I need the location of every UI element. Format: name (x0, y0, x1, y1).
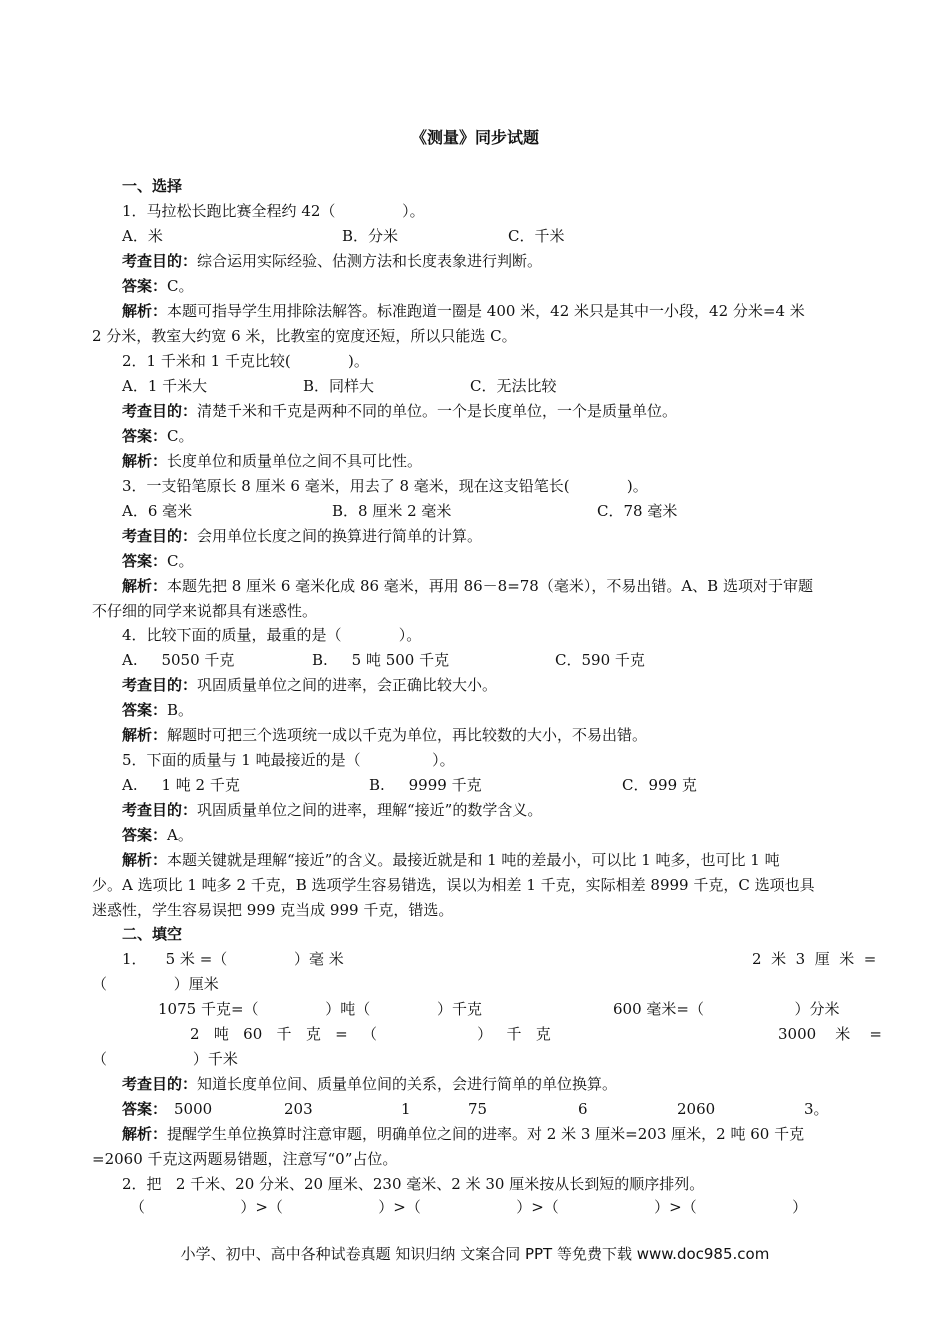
fill-1-purpose (122, 1072, 617, 1096)
purpose-label: 考查目的： (122, 1075, 198, 1093)
question-3-option-b: B．8 厘米 2 毫米 (332, 502, 452, 520)
question-3-option-a: A．6 毫米 (122, 502, 193, 520)
question-5-analysis (122, 848, 780, 872)
fill-1-row-4-right: 3000 米 = (778, 1025, 882, 1043)
analysis-label: 解析： (122, 452, 168, 470)
question-5-option-c: C．999 克 (622, 776, 697, 794)
fill-2-blanks: （ ）>（ ）>（ ）>（ ）>（ ） (130, 1198, 808, 1216)
question-5-analysis-cont: 少。A 选项比 1 吨多 2 千克，B 选项学生容易错选，误以为相差 1 千克，实际相差 8999 千克，C 选项也具 (92, 876, 815, 894)
question-2-purpose (122, 399, 677, 423)
fill-1-answer-value: 6 (578, 1100, 588, 1118)
question-3-answer (122, 549, 194, 573)
question-1-analysis-cont: 2 分米，教室大约宽 6 米，比教室的宽度还短，所以只能选 C。 (92, 327, 517, 345)
question-4-answer (122, 698, 193, 722)
purpose-label: 考查目的： (122, 402, 198, 420)
question-1-option-b: B．分米 (342, 227, 399, 245)
fill-1-row-2: （ ）厘米 (92, 975, 219, 993)
purpose-text: 综合运用实际经验、估测方法和长度表象进行判断。 (197, 252, 543, 270)
question-4-option-b: B. 5 吨 500 千克 (312, 651, 450, 669)
fill-1-row-3-right: 600 毫米=（ ）分米 (613, 1000, 840, 1018)
fill-1-row-4-left: 2 吨 60 千 克 = （ ） 千 克 (190, 1025, 551, 1043)
purpose-label: 考查目的： (122, 527, 198, 545)
fill-1-row-1-left: 1． 5 米 =（ ）毫 米 (122, 950, 344, 968)
question-4-option-a: A. 5050 千克 (122, 651, 235, 669)
question-3-option-c: C．78 毫米 (597, 502, 678, 520)
answer-label: 答案： (122, 701, 168, 719)
question-2-analysis (122, 449, 422, 473)
analysis-label: 解析： (122, 577, 168, 595)
question-5-answer (122, 823, 193, 847)
fill-1-answer-value: 3。 (804, 1100, 829, 1118)
analysis-text: 解题时可把三个选项统一成以千克为单位，再比较数的大小，不易出错。 (167, 726, 648, 744)
analysis-text: 长度单位和质量单位之间不具可比性。 (167, 452, 423, 470)
answer-label: 答案： (122, 1100, 168, 1118)
analysis-label: 解析： (122, 302, 168, 320)
purpose-text: 知道长度单位间、质量单位间的关系，会进行简单的单位换算。 (197, 1075, 618, 1093)
question-2-answer (122, 424, 194, 448)
fill-1-answer (122, 1097, 167, 1121)
purpose-label: 考查目的： (122, 676, 198, 694)
question-3-analysis (122, 574, 813, 598)
fill-1-answer-value: 2060 (677, 1100, 716, 1118)
section-heading-choice: 一、选择 (122, 177, 183, 195)
question-4-stem: 4．比较下面的质量，最重的是（ ）。 (122, 626, 422, 644)
fill-1-analysis-cont: =2060 千克这两题易错题，注意写“0”占位。 (92, 1150, 398, 1168)
fill-1-analysis (122, 1122, 804, 1146)
fill-1-row-1-right: 2 米 3 厘 米 = (752, 950, 877, 968)
question-4-purpose (122, 673, 497, 697)
answer-label: 答案： (122, 552, 168, 570)
fill-1-answer-value: 5000 (174, 1100, 213, 1118)
purpose-label: 考查目的： (122, 801, 198, 819)
page-title: 《测量》同步试题 (410, 128, 539, 147)
analysis-label: 解析： (122, 726, 168, 744)
page-footer: 小学、初中、高中各种试卷真题 知识归纳 文案合同 PPT 等免费下载 www.doc985.com (180, 1245, 770, 1263)
question-1-answer (122, 274, 194, 298)
fill-2-stem: 2．把 2 千米、20 分米、20 厘米、230 毫米、2 米 30 厘米按从长到短的顺序排列。 (122, 1175, 705, 1193)
question-2-option-c: C．无法比较 (470, 377, 557, 395)
question-3-purpose (122, 524, 482, 548)
question-1-stem: 1．马拉松长跑比赛全程约 42（ ）。 (122, 202, 425, 220)
question-1-purpose (122, 249, 542, 273)
question-5-stem: 5．下面的质量与 1 吨最接近的是（ ）。 (122, 751, 455, 769)
answer-text: B。 (167, 701, 194, 719)
fill-1-answer-value: 1 (401, 1100, 411, 1118)
purpose-label: 考查目的： (122, 252, 198, 270)
question-4-analysis (122, 723, 647, 747)
answer-label: 答案： (122, 277, 168, 295)
fill-1-row-5: （ ）千米 (92, 1050, 238, 1068)
answer-text: A。 (167, 826, 193, 844)
question-3-analysis-cont: 不仔细的同学来说都具有迷惑性。 (92, 602, 318, 620)
question-1-option-c: C．千米 (508, 227, 565, 245)
analysis-text: 本题先把 8 厘米 6 毫米化成 86 毫米，再用 86－8=78（毫米），不易出错。A、B 选项对于审题 (167, 577, 813, 595)
question-5-option-b: B. 9999 千克 (369, 776, 482, 794)
question-1-analysis (122, 299, 805, 323)
purpose-text: 会用单位长度之间的换算进行简单的计算。 (197, 527, 483, 545)
question-2-option-b: B．同样大 (303, 377, 375, 395)
answer-text: C。 (167, 277, 194, 295)
purpose-text: 清楚千米和千克是两种不同的单位。一个是长度单位，一个是质量单位。 (197, 402, 678, 420)
section-heading-fill: 二、填空 (122, 925, 183, 943)
question-4-option-c: C．590 千克 (555, 651, 645, 669)
purpose-text: 巩固质量单位之间的进率，会正确比较大小。 (197, 676, 498, 694)
fill-1-answer-value: 75 (468, 1100, 488, 1118)
analysis-text: 本题可指导学生用排除法解答。标准跑道一圈是 400 米，42 米只是其中一小段，42 分米=4 米 (167, 302, 805, 320)
question-2-option-a: A．1 千米大 (122, 377, 208, 395)
analysis-label: 解析： (122, 1125, 168, 1143)
purpose-text: 巩固质量单位之间的进率，理解“接近”的数学含义。 (197, 801, 543, 819)
answer-text: C。 (167, 552, 194, 570)
question-3-stem: 3．一支铅笔原长 8 厘米 6 毫米，用去了 8 毫米，现在这支铅笔长( )。 (122, 477, 648, 495)
answer-label: 答案： (122, 427, 168, 445)
question-5-analysis-cont-2: 迷惑性，学生容易误把 999 克当成 999 千克，错选。 (92, 901, 454, 919)
analysis-label: 解析： (122, 851, 168, 869)
question-5-option-a: A. 1 吨 2 千克 (122, 776, 240, 794)
answer-label: 答案： (122, 826, 168, 844)
fill-1-answer-value: 203 (284, 1100, 313, 1118)
question-1-option-a: A．米 (122, 227, 163, 245)
question-2-stem: 2．1 千米和 1 千克比较( )。 (122, 352, 369, 370)
analysis-text: 本题关键就是理解“接近”的含义。最接近就是和 1 吨的差最小，可以比 1 吨多，也可比 1 吨 (167, 851, 780, 869)
fill-1-row-3-left: 1075 千克=（ ）吨（ ）千克 (158, 1000, 483, 1018)
analysis-text: 提醒学生单位换算时注意审题，明确单位之间的进率。对 2 米 3 厘米=203 厘米，2 吨 60 千克 (167, 1125, 805, 1143)
question-5-purpose (122, 798, 542, 822)
answer-text: C。 (167, 427, 194, 445)
